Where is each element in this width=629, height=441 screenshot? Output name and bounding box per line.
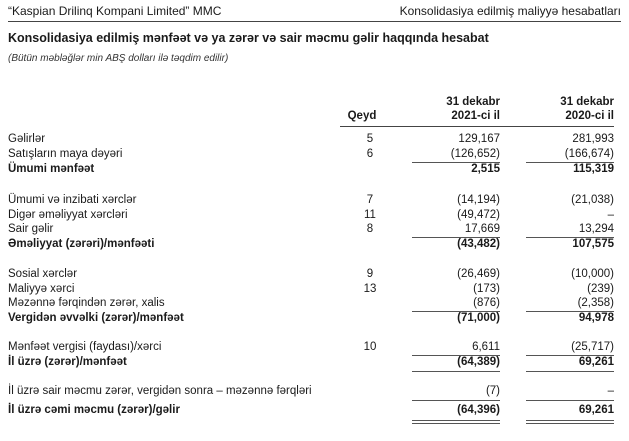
table-row: [8, 194, 614, 207]
row-value-2020: 13,294: [578, 223, 614, 235]
subtotal-rule: [412, 400, 500, 401]
row-value-2021: (14,194): [457, 194, 500, 206]
row-value-2021: (49,472): [457, 209, 500, 221]
row-note: 13: [363, 283, 377, 295]
col-header-2020-line2: 2020-ci il: [565, 110, 614, 122]
total-double-rule: [526, 420, 614, 421]
col-header-2021: [398, 95, 500, 123]
table-row: [8, 268, 614, 281]
row-value-2020: (239): [587, 283, 614, 295]
row-value-2021: (7): [485, 385, 500, 397]
row-note: 5: [366, 133, 374, 145]
row-note: 8: [366, 223, 374, 235]
row-value-2021: (43,482): [457, 238, 500, 250]
row-value-2020: (21,038): [571, 194, 614, 206]
row-value-2021: 6,611: [472, 341, 500, 353]
col-header-note: Qeyd: [347, 110, 377, 122]
subtotal-rule: [412, 371, 500, 372]
row-note: 10: [363, 341, 377, 353]
row-value-2020: 69,261: [578, 404, 614, 416]
subtotal-rule: [526, 371, 614, 372]
row-label: Digər əməliyyat xərcləri: [8, 209, 128, 221]
row-label: Ümumi mənfəət: [8, 163, 95, 175]
row-value-2020: (10,000): [571, 268, 614, 280]
row-value-2020: (166,674): [564, 148, 614, 160]
row-label: Gəlirlər: [8, 133, 46, 145]
row-value-2021: (64,396): [457, 404, 500, 416]
col-header-2020: [512, 95, 614, 123]
col-header-2020-line1: 31 dekabr: [560, 96, 614, 108]
row-value-2021: (173): [473, 283, 500, 295]
table-row: [8, 297, 614, 310]
row-value-2020: 94,978: [578, 312, 614, 324]
row-label: İl üzrə cəmi məcmu (zərər)/gəlir: [8, 404, 180, 416]
table-row: [8, 163, 614, 176]
subtotal-rule: [526, 400, 614, 401]
row-value-2020: –: [607, 209, 614, 221]
row-label: Vergidən əvvəlki (zərər)/mənfəət: [8, 312, 184, 324]
table-row: [8, 385, 614, 398]
total-double-rule: [526, 423, 614, 424]
page-header: [8, 0, 621, 22]
table-row: [8, 312, 614, 325]
row-value-2021: (64,389): [457, 356, 500, 368]
total-double-rule: [412, 423, 500, 424]
row-value-2021: 17,669: [464, 223, 500, 235]
row-value-2020: 69,261: [578, 356, 614, 368]
total-double-rule: [412, 420, 500, 421]
row-value-2021: (26,469): [457, 268, 500, 280]
row-label: İl üzrə (zərər)/mənfəət: [8, 356, 127, 368]
table-row: [8, 283, 614, 296]
table-row: [8, 133, 614, 146]
row-value-2020: (25,717): [571, 341, 614, 353]
report-name: Konsolidasiya edilmiş maliyyə hesabatları: [399, 4, 621, 18]
table-row: [8, 238, 614, 251]
table-row: [8, 404, 614, 417]
row-value-2021: 129,167: [458, 133, 500, 145]
row-label: Əməliyyat (zərəri)/mənfəəti: [8, 238, 155, 250]
header-rule: [340, 126, 614, 127]
row-note: 7: [366, 194, 374, 206]
row-value-2020: (2,358): [577, 297, 614, 309]
row-label: Maliyyə xərci: [8, 283, 75, 295]
row-value-2020: 281,993: [572, 133, 614, 145]
company-name: “Kaspian Drilinq Kompani Limited” MMC: [8, 4, 222, 18]
row-value-2021: (126,652): [450, 148, 500, 160]
row-value-2020: 115,319: [573, 163, 614, 175]
row-label: Ümumi və inzibati xərclər: [8, 194, 137, 206]
row-label: Sosial xərclər: [8, 268, 78, 280]
row-value-2020: 107,575: [572, 238, 614, 250]
row-label: Satışların maya dəyəri: [8, 148, 123, 160]
table-row: [8, 356, 614, 369]
row-label: Sair gəlir: [8, 223, 54, 235]
row-value-2021: (71,000): [457, 312, 500, 324]
row-label: Mənfəət vergisi (faydası)/xərci: [8, 341, 162, 353]
row-note: 6: [366, 148, 374, 160]
table-row: [8, 148, 614, 161]
col-header-2021-line2: 2021-ci il: [451, 110, 500, 122]
row-value-2020: –: [607, 385, 614, 397]
col-header-2021-line1: 31 dekabr: [446, 96, 500, 108]
row-label: İl üzrə sair məcmu zərər, vergidən sonra – məzənnə fərqləri: [8, 385, 312, 397]
row-note: 11: [364, 209, 376, 221]
row-value-2021: (876): [473, 297, 500, 309]
table-row: [8, 341, 614, 354]
table-row: [8, 209, 614, 222]
row-note: 9: [366, 268, 374, 280]
row-value-2021: 2,515: [471, 163, 500, 175]
table-row: [8, 223, 614, 236]
row-label: Məzənnə fərqindən zərər, xalis: [8, 297, 165, 309]
statement-subtitle: (Bütün məbləğlər min ABŞ dolları ilə təqdim edilir): [8, 53, 229, 64]
statement-title: Konsolidasiya edilmiş mənfəət və ya zərər və sair məcmu gəlir haqqında hesabat: [8, 31, 489, 45]
